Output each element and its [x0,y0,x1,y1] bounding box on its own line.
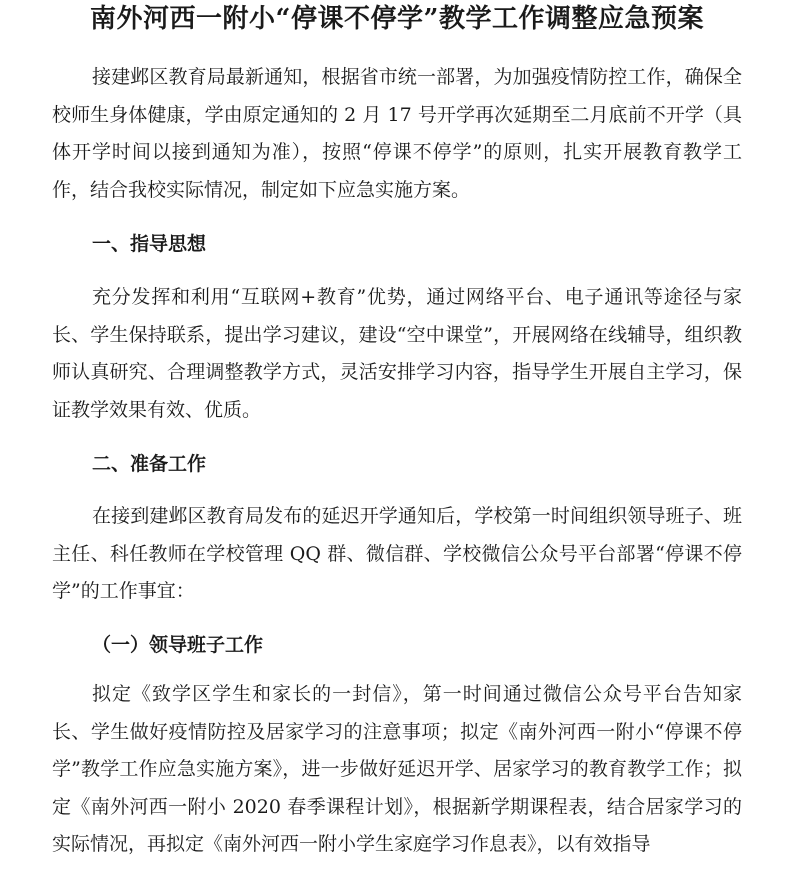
intro-paragraph: 接建邺区教育局最新通知，根据省市统一部署，为加强疫情防控工作，确保全校师生身体健康，学由原定通知的 2 月 17 号开学再次延期至二月底前不开学（具体开学时间以接到通知为准），按照“停课不停学”的原则，扎实开展教育教学工作，结合我校实际情况，制定如下应急实施方案。 [52,66,742,201]
section-heading-guiding-principle: 一、指导思想 [92,233,207,255]
subsection-heading-leadership: （一）领导班子工作 [92,634,264,656]
section-paragraph-preparation: 在接到建邺区教育局发布的延迟开学通知后，学校第一时间组织领导班子、班主任、科任教师在学校管理 QQ 群、微信群、学校微信公众号平台部署“停课不停学”的工作事宜： [52,505,742,602]
document-title: 南外河西一附小“停课不停学”教学工作调整应急预案 [90,4,704,34]
section-paragraph-guiding-principle: 充分发挥和利用“互联网+教育”优势，通过网络平台、电子通讯等途径与家长、学生保持联系，提出学习建议，建设“空中课堂”，开展网络在线辅导，组织教师认真研究、合理调整教学方式，灵活安排学习内容，指导学生开展自主学习，保证教学效果有效、优质。 [52,286,742,421]
subsection-paragraph-leadership: 拟定《致学区学生和家长的一封信》，第一时间通过微信公众号平台告知家长、学生做好疫情防控及居家学习的注意事项；拟定《南外河西一附小“停课不停学”教学工作应急实施方案》，进一步做好延迟开学、居家学习的教育教学工作；拟定《南外河西一附小 2020 春季课程计划》，根据新学期课程表，结合居家学习的实际情况，再拟定《南外河西一附小学生家庭学习作息表》，以有效指导 [52,683,742,855]
section-heading-preparation: 二、准备工作 [92,453,207,475]
